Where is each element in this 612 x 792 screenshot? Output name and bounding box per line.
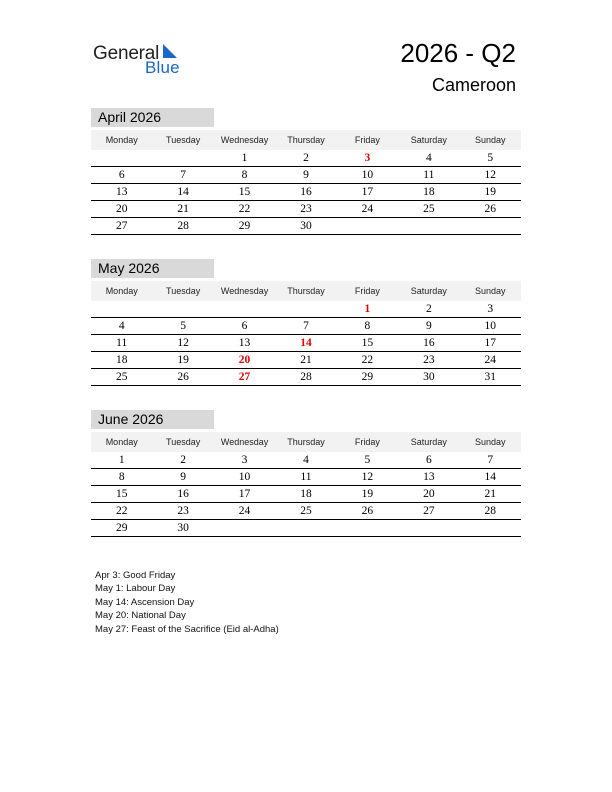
day-cell: 2 bbox=[303, 152, 309, 164]
day-cell bbox=[214, 520, 275, 536]
day-cell: 27 bbox=[423, 505, 435, 517]
day-cell: 26 bbox=[361, 505, 374, 517]
day-cell: 29 bbox=[361, 371, 374, 383]
weekday-label: Tuesday bbox=[166, 286, 201, 296]
day-cell: 26 bbox=[177, 371, 189, 383]
day-cell: 11 bbox=[423, 169, 435, 181]
logo-general-text: General bbox=[93, 43, 160, 64]
day-cell: 25 bbox=[423, 203, 435, 215]
day-cell: 22 bbox=[115, 505, 128, 517]
day-cell: 8 bbox=[118, 471, 125, 483]
weekday-label: Sunday bbox=[474, 286, 506, 296]
day-cell: 10 bbox=[484, 320, 496, 332]
day-cell: 9 bbox=[303, 169, 309, 181]
day-cell: 29 bbox=[238, 220, 251, 232]
weekday-label: Sunday bbox=[474, 135, 506, 145]
page-title: 2026 - Q2 bbox=[400, 38, 516, 68]
month-label: June 2026 bbox=[91, 410, 214, 429]
day-cell: 18 bbox=[300, 488, 312, 500]
weekday-label: Monday bbox=[105, 135, 138, 145]
day-cell bbox=[460, 520, 521, 536]
day-cell: 23 bbox=[300, 203, 312, 215]
day-cell: 14 bbox=[484, 471, 496, 483]
week-row bbox=[91, 201, 521, 218]
day-cell: 3 bbox=[241, 454, 248, 466]
week-row bbox=[91, 369, 521, 386]
day-cell: 30 bbox=[177, 522, 189, 534]
day-cell: 11 bbox=[300, 471, 312, 483]
day-cell: 2 bbox=[425, 303, 432, 315]
day-cell: 12 bbox=[177, 337, 189, 349]
day-cell: 7 bbox=[303, 320, 309, 332]
day-cell: 5 bbox=[180, 320, 186, 332]
day-cell: 1 bbox=[118, 454, 125, 466]
day-cell: 2 bbox=[180, 454, 186, 466]
day-cell bbox=[152, 150, 213, 166]
day-cell: 19 bbox=[361, 488, 374, 500]
week-row bbox=[91, 452, 521, 469]
day-cell: 16 bbox=[300, 186, 312, 198]
month-block bbox=[91, 259, 521, 386]
week-row bbox=[91, 486, 521, 503]
weekday-label: Friday bbox=[354, 437, 380, 447]
weekday-header-row bbox=[91, 130, 521, 150]
day-cell: 11 bbox=[116, 337, 128, 349]
day-cell: 17 bbox=[238, 488, 251, 500]
day-cell bbox=[91, 301, 152, 317]
day-cell: 12 bbox=[484, 169, 496, 181]
weekday-label: Monday bbox=[105, 286, 138, 296]
day-cell: 12 bbox=[361, 471, 374, 483]
day-cell: 23 bbox=[177, 505, 189, 517]
day-cell: 26 bbox=[484, 203, 496, 215]
weekday-label: Wednesday bbox=[220, 135, 269, 145]
day-cell: 7 bbox=[487, 454, 494, 466]
day-cell: 18 bbox=[423, 186, 435, 198]
holiday-day-cell: 3 bbox=[364, 152, 371, 164]
day-cell: 20 bbox=[115, 203, 128, 215]
day-cell: 24 bbox=[238, 505, 251, 517]
day-cell bbox=[214, 301, 275, 317]
day-cell: 21 bbox=[484, 488, 496, 500]
day-cell: 24 bbox=[361, 203, 374, 215]
logo-triangle-icon bbox=[163, 44, 177, 58]
weekday-label: Tuesday bbox=[166, 437, 201, 447]
weekday-label: Thursday bbox=[287, 135, 325, 145]
day-cell: 13 bbox=[115, 186, 128, 198]
day-cell bbox=[275, 520, 336, 536]
day-cell: 25 bbox=[300, 505, 312, 517]
day-cell: 31 bbox=[484, 371, 496, 383]
day-cell: 28 bbox=[300, 371, 312, 383]
week-row bbox=[91, 301, 521, 318]
weekday-label: Wednesday bbox=[220, 437, 269, 447]
month-block bbox=[91, 410, 521, 537]
day-cell: 15 bbox=[238, 186, 251, 198]
day-cell bbox=[337, 218, 398, 234]
weekday-label: Monday bbox=[105, 437, 138, 447]
day-cell: 28 bbox=[177, 220, 189, 232]
holiday-day-cell: 20 bbox=[238, 354, 251, 366]
week-row bbox=[91, 520, 521, 537]
holiday-note: May 14: Ascension Day bbox=[95, 596, 195, 608]
day-cell: 18 bbox=[115, 354, 128, 366]
day-cell: 14 bbox=[177, 186, 189, 198]
week-row bbox=[91, 503, 521, 520]
holiday-note: May 27: Feast of the Sacrifice (Eid al-Adha) bbox=[95, 623, 279, 635]
day-cell: 8 bbox=[241, 169, 248, 181]
day-cell: 23 bbox=[423, 354, 435, 366]
logo-blue-text: Blue bbox=[145, 58, 180, 77]
month-label: April 2026 bbox=[91, 108, 214, 127]
week-row bbox=[91, 167, 521, 184]
holiday-note: Apr 3: Good Friday bbox=[95, 570, 176, 581]
day-cell: 30 bbox=[423, 371, 435, 383]
day-cell: 19 bbox=[484, 186, 496, 198]
logo bbox=[93, 40, 203, 80]
week-row bbox=[91, 150, 521, 167]
day-cell bbox=[460, 218, 521, 234]
day-cell: 7 bbox=[180, 169, 186, 181]
day-cell: 28 bbox=[484, 505, 496, 517]
weekday-label: Saturday bbox=[410, 135, 447, 145]
month-block bbox=[91, 108, 521, 235]
day-cell: 22 bbox=[238, 203, 251, 215]
day-cell: 4 bbox=[118, 320, 125, 332]
holiday-day-cell: 27 bbox=[238, 371, 251, 383]
day-cell: 17 bbox=[484, 337, 496, 349]
day-cell: 29 bbox=[115, 522, 128, 534]
day-cell: 3 bbox=[487, 303, 494, 315]
day-cell: 6 bbox=[425, 454, 432, 466]
weekday-label: Sunday bbox=[474, 437, 506, 447]
day-cell: 4 bbox=[425, 152, 432, 164]
day-cell: 10 bbox=[361, 169, 374, 181]
weekday-label: Tuesday bbox=[166, 135, 201, 145]
week-row bbox=[91, 469, 521, 486]
day-cell: 27 bbox=[115, 220, 128, 232]
holiday-note: May 20: National Day bbox=[95, 610, 186, 622]
week-row bbox=[91, 184, 521, 201]
day-cell: 5 bbox=[487, 152, 494, 164]
day-cell: 1 bbox=[241, 152, 248, 164]
day-cell: 5 bbox=[364, 454, 371, 466]
day-cell: 8 bbox=[364, 320, 371, 332]
week-row bbox=[91, 352, 521, 369]
day-cell: 6 bbox=[118, 169, 125, 181]
weekday-label: Thursday bbox=[287, 437, 325, 447]
day-cell bbox=[152, 301, 213, 317]
week-row bbox=[91, 318, 521, 335]
holiday-day-cell: 1 bbox=[364, 303, 371, 315]
day-cell bbox=[398, 520, 459, 536]
day-cell bbox=[398, 218, 459, 234]
day-cell bbox=[275, 301, 336, 317]
country-name: Cameroon bbox=[431, 75, 516, 95]
day-cell: 21 bbox=[300, 354, 312, 366]
day-cell: 16 bbox=[177, 488, 189, 500]
holiday-day-cell: 14 bbox=[300, 337, 312, 349]
day-cell: 15 bbox=[115, 488, 128, 500]
day-cell: 30 bbox=[300, 220, 312, 232]
day-cell: 16 bbox=[423, 337, 435, 349]
weekday-label: Thursday bbox=[287, 286, 325, 296]
weekday-label: Friday bbox=[354, 286, 380, 296]
day-cell: 24 bbox=[484, 354, 496, 366]
weekday-label: Wednesday bbox=[220, 286, 269, 296]
day-cell: 9 bbox=[180, 471, 186, 483]
day-cell: 20 bbox=[423, 488, 435, 500]
day-cell: 21 bbox=[177, 203, 189, 215]
day-cell: 4 bbox=[303, 454, 309, 466]
weekday-label: Friday bbox=[354, 135, 380, 145]
month-label: May 2026 bbox=[91, 259, 214, 278]
day-cell: 6 bbox=[241, 320, 248, 332]
week-row bbox=[91, 218, 521, 235]
day-cell: 17 bbox=[361, 186, 374, 198]
day-cell: 13 bbox=[423, 471, 435, 483]
holiday-notes bbox=[95, 569, 279, 636]
holiday-note: May 1: Labour Day bbox=[95, 583, 176, 595]
day-cell: 9 bbox=[425, 320, 432, 332]
weekday-label: Saturday bbox=[410, 286, 447, 296]
day-cell: 22 bbox=[361, 354, 374, 366]
day-cell: 10 bbox=[238, 471, 251, 483]
day-cell bbox=[91, 150, 152, 166]
day-cell: 19 bbox=[177, 354, 189, 366]
weekday-header-row bbox=[91, 281, 521, 301]
day-cell bbox=[337, 520, 398, 536]
day-cell: 13 bbox=[238, 337, 251, 349]
day-cell: 25 bbox=[115, 371, 128, 383]
day-cell: 15 bbox=[361, 337, 374, 349]
week-row bbox=[91, 335, 521, 352]
weekday-label: Saturday bbox=[410, 437, 447, 447]
weekday-header-row bbox=[91, 432, 521, 452]
